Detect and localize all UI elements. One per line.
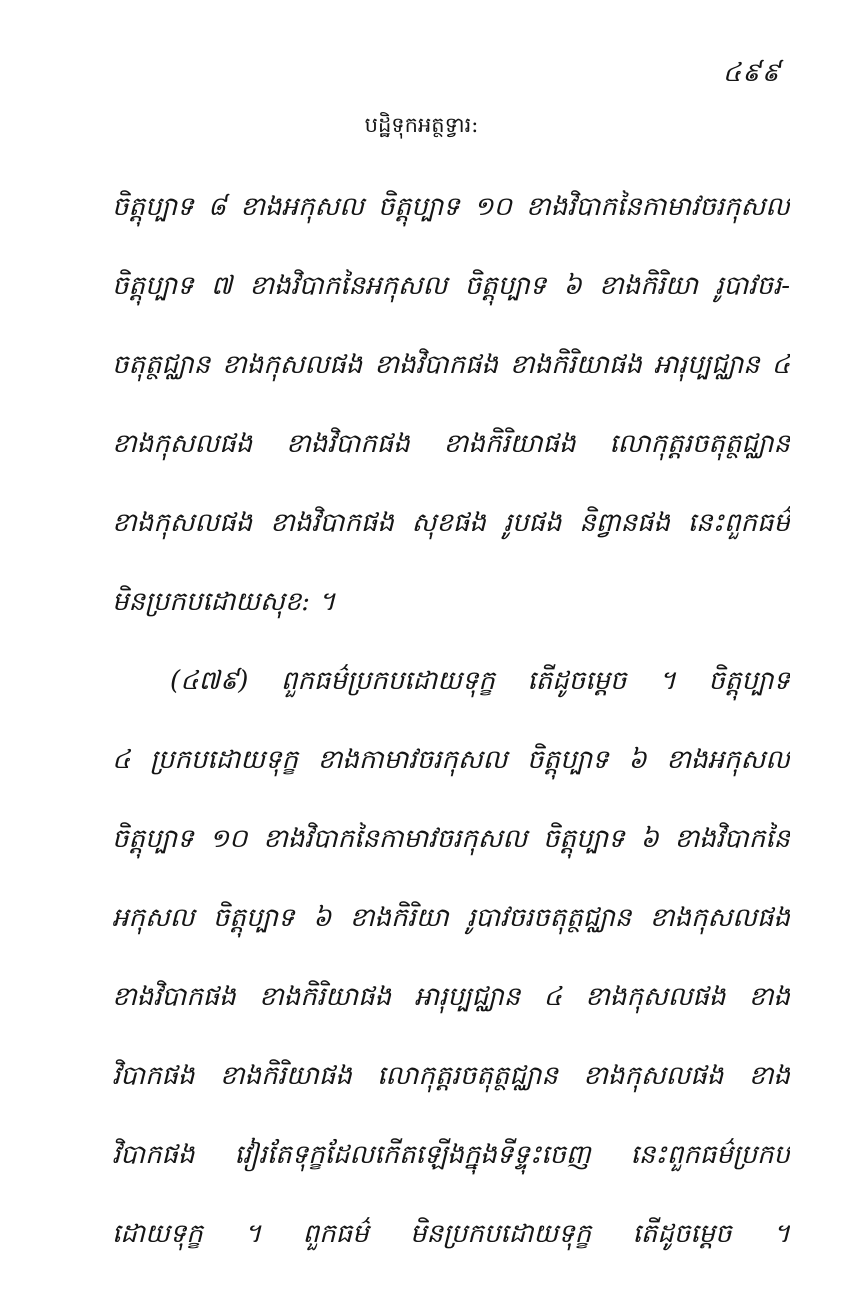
text-line: ខាងកុសលផង ខាងវិបាកផង សុខផង រូបផង និព្វានផង នេះពួកធម៌ — [112, 508, 790, 538]
text-line: ចិត្តុប្បាទ ១០ ខាងវិបាកនៃកាមាវចរកុសល ចិត្តុប្បាទ ៦ ខាងវិបាកនៃ — [112, 824, 790, 854]
text-line: មិនប្រកបដោយសុខ: ។ — [112, 587, 336, 617]
body-text — [112, 168, 790, 1274]
text-line: វិបាកផង វៀរតែទុក្ខដែលកើតឡើងក្នុងទីទ្ទុះចេញ នេះពួកធម៌ប្រកប — [112, 1140, 790, 1170]
text-line: ចិត្តុប្បាទ ៧ ខាងវិបាកនៃអកុសល ចិត្តុប្បាទ ៦ ខាងកិរិយា រូបាវចរ- — [112, 271, 790, 301]
section-header: បដ្ឋិទុកអត្ថទ្វារ: — [364, 113, 479, 137]
text-line: ចតុត្ថជ្ឈាន ខាងកុសលផង ខាងវិបាកផង ខាងកិរិយាផង អារុប្បជ្ឈាន ៤ — [112, 350, 790, 380]
text-line: ខាងវិបាកផង ខាងកិរិយាផង អារុប្បជ្ឈាន ៤ ខាងកុសលផង ខាង — [112, 982, 790, 1012]
text-line: ដោយទុក្ខ ។ ពួកធម៌ មិនប្រកបដោយទុក្ខ តើដូចម្តេច ។ — [112, 1219, 790, 1249]
text-line: អកុសល ចិត្តុប្បាទ ៦ ខាងកិរិយា រូបាវចរចតុត្ថជ្ឈាន ខាងកុសលផង — [112, 903, 790, 933]
text-line: (៤៧៩) ពួកធម៌ប្រកបដោយទុក្ខ តើដូចម្តេច ។ ចិត្តុប្បាទ — [170, 666, 790, 696]
text-line: ខាងកុសលផង ខាងវិបាកផង ខាងកិរិយាផង លោកុត្តរចតុត្ថជ្ឈាន — [112, 429, 790, 459]
text-line: វិបាកផង ខាងកិរិយាផង លោកុត្តរចតុត្ថជ្ឈាន ខាងកុសលផង ខាង — [112, 1061, 790, 1091]
page-number: ៤៩៩ — [722, 58, 781, 88]
text-line: ចិត្តុប្បាទ ៨ ខាងអកុសល ចិត្តុប្បាទ ១០ ខាងវិបាកនៃកាមាវចរកុសល — [112, 192, 790, 222]
text-line: ៤ ប្រកបដោយទុក្ខ ខាងកាមាវចរកុសល ចិត្តុប្បាទ ៦ ខាងអកុសល — [112, 745, 790, 775]
